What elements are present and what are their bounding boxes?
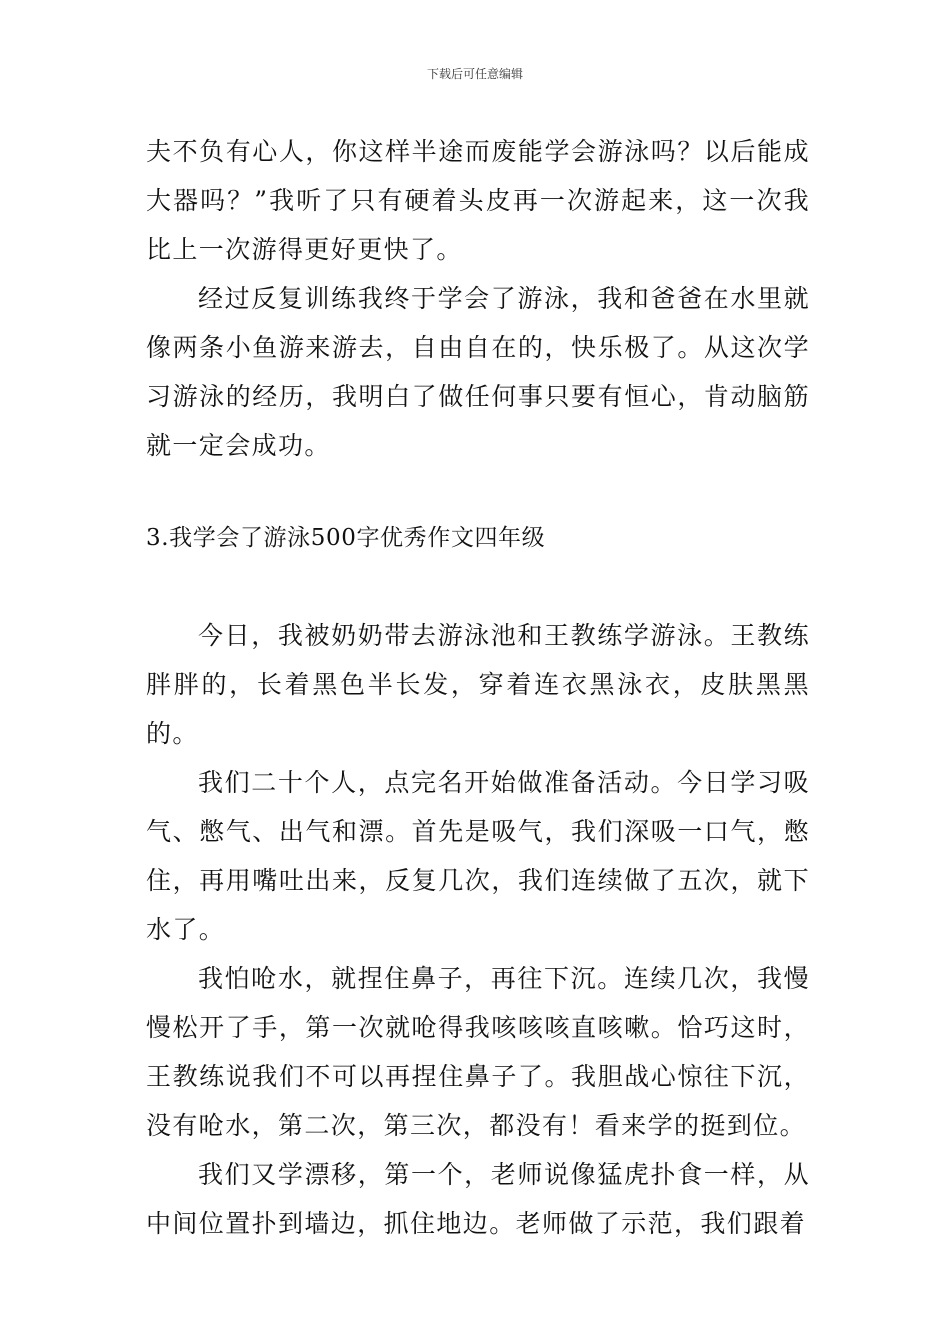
section-spacer	[146, 470, 810, 514]
document-body	[146, 127, 810, 1248]
paragraph-warmup: 我们二十个人，点完名开始做准备活动。今日学习吸气、憋气、出气和漂。首先是吸气，我们深吸一口气，憋住，再用嘴吐出来，反复几次，我们连续做了五次，就下水了。	[146, 768, 810, 944]
paragraph-breathing: 我怕呛水，就捏住鼻子，再往下沉。连续几次，我慢慢松开了手，第一次就呛得我咳咳咳直咳嗽。恰巧这时，王教练说我们不可以再捏住鼻子了。我胆战心惊往下沉，没有呛水，第二次，第三次，都没有！看来学的挺到位。	[146, 964, 810, 1140]
paragraph-gliding: 我们又学漂移，第一个，老师说像猛虎扑食一样，从中间位置扑到墙边，抓住地边。老师做了示范，我们跟着	[146, 1160, 810, 1238]
paragraph-conclusion: 经过反复训练我终于学会了游泳，我和爸爸在水里就像两条小鱼游来游去，自由自在的，快乐极了。从这次学习游泳的经历，我明白了做任何事只要有恒心，肯动脑筋就一定会成功。	[146, 284, 810, 460]
section-heading: 3.我学会了游泳500字优秀作文四年级	[146, 525, 546, 551]
section-spacer	[146, 563, 810, 611]
page-header-note: 下载后可任意编辑	[426, 67, 523, 81]
paragraph-continuation: 夫不负有心人，你这样半途而废能学会游泳吗？以后能成大器吗？”我听了只有硬着头皮再一次游起来，这一次我比上一次游得更好更快了。	[146, 137, 810, 264]
paragraph-intro: 今日，我被奶奶带去游泳池和王教练学游泳。王教练胖胖的，长着黑色半长发，穿着连衣黑泳衣，皮肤黑黑的。	[146, 621, 810, 748]
